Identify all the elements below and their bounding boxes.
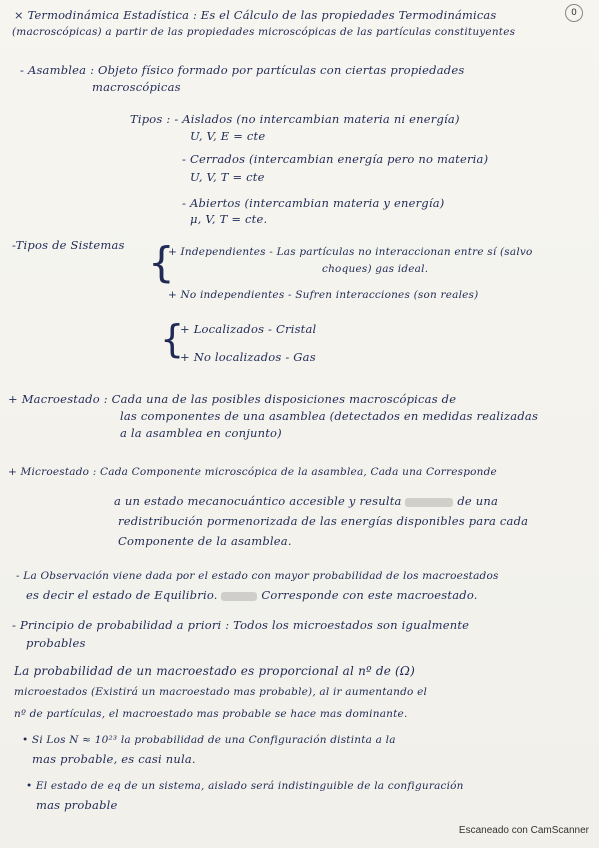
aislados-constants: U, V, E = cte bbox=[190, 129, 266, 143]
tipos-abiertos: - Abiertos (intercambian materia y energía) bbox=[182, 196, 445, 210]
asamblea-definition-cont: macroscópicas bbox=[92, 80, 181, 94]
macroestado-definition: + Macroestado : Cada una de las posibles disposiciones macroscópicas de bbox=[8, 392, 457, 406]
microestado-definition-3: redistribución pormenorizada de las energías disponibles para cada bbox=[118, 514, 529, 528]
cerrados-constants: U, V, T = cte bbox=[190, 170, 265, 184]
tipos-aislados: Tipos : - Aislados (no intercambian materia ni energía) bbox=[130, 112, 460, 126]
principio-heading: - Principio de probabilidad a priori : Todos los microestados son igualmente bbox=[12, 618, 470, 632]
sistemas-independientes: + Independientes - Las partículas no interaccionan entre sí (salvo bbox=[168, 246, 533, 258]
microestado-definition-2-text: a un estado mecanocuántico accesible y resulta bbox=[114, 494, 402, 508]
probabilidad-line-3: nº de partículas, el macroestado mas probable se hace mas dominante. bbox=[14, 708, 408, 720]
asamblea-definition: - Asamblea : Objeto físico formado por partículas con ciertas propiedades bbox=[20, 63, 465, 77]
abiertos-constants: μ, V, T = cte. bbox=[190, 212, 268, 226]
brace-icon: { bbox=[160, 317, 185, 361]
bullet-estado-eq-cont: mas probable bbox=[36, 798, 118, 812]
microestado-definition-2 bbox=[114, 494, 498, 508]
page-number: 0 bbox=[565, 4, 583, 22]
bullet-n-particulas: • Si Los N ≈ 10²³ la probabilidad de una Configuración distinta a la bbox=[22, 734, 396, 746]
definition-line-2: (macroscópicas) a partir de las propiedades microscópicas de las partículas constituyentes bbox=[12, 26, 516, 38]
sistemas-no-independientes: + No independientes - Sufren interacciones (son reales) bbox=[168, 289, 479, 301]
macroestado-definition-3: a la asamblea en conjunto) bbox=[120, 426, 282, 440]
redacted-smudge bbox=[221, 592, 257, 601]
microestado-definition-2-end: de una bbox=[457, 494, 499, 508]
observacion-line-2-text: es decir el estado de Equilibrio. bbox=[26, 588, 218, 602]
tipos-cerrados: - Cerrados (intercambian energía pero no materia) bbox=[182, 152, 489, 166]
microestado-definition-4: Componente de la asamblea. bbox=[118, 534, 292, 548]
microestado-definition: + Microestado : Cada Componente microscópica de la asamblea, Cada una Corresponde bbox=[8, 466, 497, 478]
principio-heading-cont: probables bbox=[26, 636, 86, 650]
redacted-smudge bbox=[405, 498, 453, 507]
scanner-watermark: Escaneado con CamScanner bbox=[458, 825, 589, 836]
sistemas-no-localizados: + No localizados - Gas bbox=[180, 350, 316, 364]
bullet-n-particulas-cont: mas probable, es casi nula. bbox=[32, 752, 196, 766]
sistemas-localizados: + Localizados - Cristal bbox=[180, 322, 317, 336]
observacion-line-2 bbox=[26, 588, 478, 602]
probabilidad-line-2: microestados (Existirá un macroestado mas probable), al ir aumentando el bbox=[14, 686, 428, 698]
probabilidad-line-1: La probabilidad de un macroestado es proporcional al nº de (Ω) bbox=[14, 664, 415, 678]
macroestado-definition-2: las componentes de una asamblea (detectados en medidas realizadas bbox=[120, 409, 539, 423]
observacion-line-2-end: Corresponde con este macroestado. bbox=[261, 588, 478, 602]
observacion-line: - La Observación viene dada por el estado con mayor probabilidad de los macroestados bbox=[16, 570, 499, 582]
sistemas-independientes-cont: choques) gas ideal. bbox=[322, 263, 429, 275]
tipos-sistemas-heading: -Tipos de Sistemas bbox=[12, 238, 125, 252]
bullet-estado-eq: • El estado de eq de un sistema, aislado será indistinguible de la configuración bbox=[26, 780, 464, 792]
heading-termodinamica: × Termodinámica Estadística : Es el Cálculo de las propiedades Termodinámicas bbox=[14, 8, 497, 22]
brace-icon: { bbox=[148, 238, 175, 287]
